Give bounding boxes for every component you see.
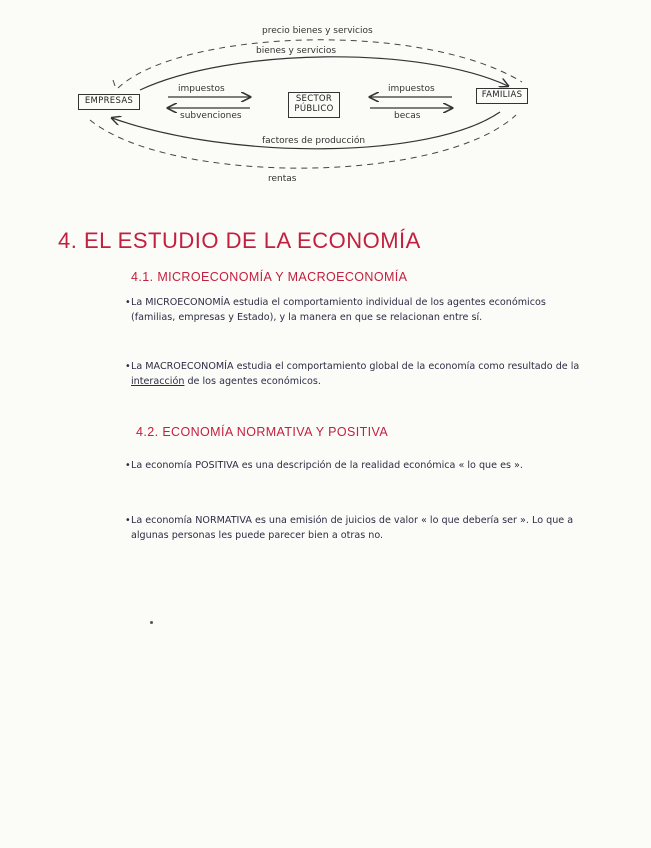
bullet-dot: • bbox=[125, 361, 131, 372]
precio-label: precio bienes y servicios bbox=[262, 26, 373, 36]
bullet-dot: • bbox=[125, 515, 131, 526]
becas-label: becas bbox=[394, 111, 421, 121]
sector-label-line1: SECTOR bbox=[295, 94, 333, 104]
section-2-bullet-1 bbox=[125, 459, 581, 474]
main-heading: 4. EL ESTUDIO DE LA ECONOMÍA bbox=[58, 228, 421, 253]
bullet-text-underlined: interacción bbox=[131, 375, 185, 387]
impuestos-right-label: impuestos bbox=[388, 84, 435, 94]
section-1-bullet-1 bbox=[125, 296, 581, 325]
bullet-text: La economía POSITIVA es una descripción de la realidad económica « lo que es ». bbox=[131, 460, 523, 471]
rentas-label: rentas bbox=[268, 174, 297, 184]
sector-publico-box bbox=[288, 92, 340, 118]
bienes-label: bienes y servicios bbox=[256, 46, 337, 56]
section-2-bullet-2 bbox=[125, 514, 581, 543]
bullet-text: La economía NORMATIVA es una emisión de juicios de valor « lo que debería ser ». Lo que a algunas personas les puede parecer bien a otras no. bbox=[131, 515, 574, 541]
bullet-text-pre: La MACROECONOMÍA estudia el comportamiento global de la economía como resultado de la bbox=[131, 361, 580, 372]
section-1-bullet-2 bbox=[125, 360, 581, 389]
bullet-dot: • bbox=[125, 460, 131, 471]
sector-label-line2: PÚBLICO bbox=[294, 104, 334, 114]
empresas-box bbox=[78, 94, 140, 110]
section-1-title: 4.1. MICROECONOMÍA Y MACROECONOMÍA bbox=[131, 270, 408, 284]
familias-box bbox=[476, 88, 528, 104]
bullet-text-post: de los agentes económicos. bbox=[184, 375, 321, 387]
factores-label: factores de producción bbox=[262, 136, 366, 146]
bullet-dot: • bbox=[125, 297, 131, 308]
subvenciones-label: subvenciones bbox=[180, 111, 242, 121]
pen-dot bbox=[150, 621, 153, 624]
section-2-title: 4.2. ECONOMÍA NORMATIVA Y POSITIVA bbox=[136, 425, 389, 439]
familias-label: FAMILIAS bbox=[481, 90, 523, 100]
impuestos-left-label: impuestos bbox=[178, 84, 225, 94]
empresas-label: EMPRESAS bbox=[84, 96, 134, 106]
bullet-text: La MICROECONOMÍA estudia el comportamiento individual de los agentes económicos (familias, empresas y Estado), y la manera en que se relacionan entre sí. bbox=[131, 297, 546, 323]
